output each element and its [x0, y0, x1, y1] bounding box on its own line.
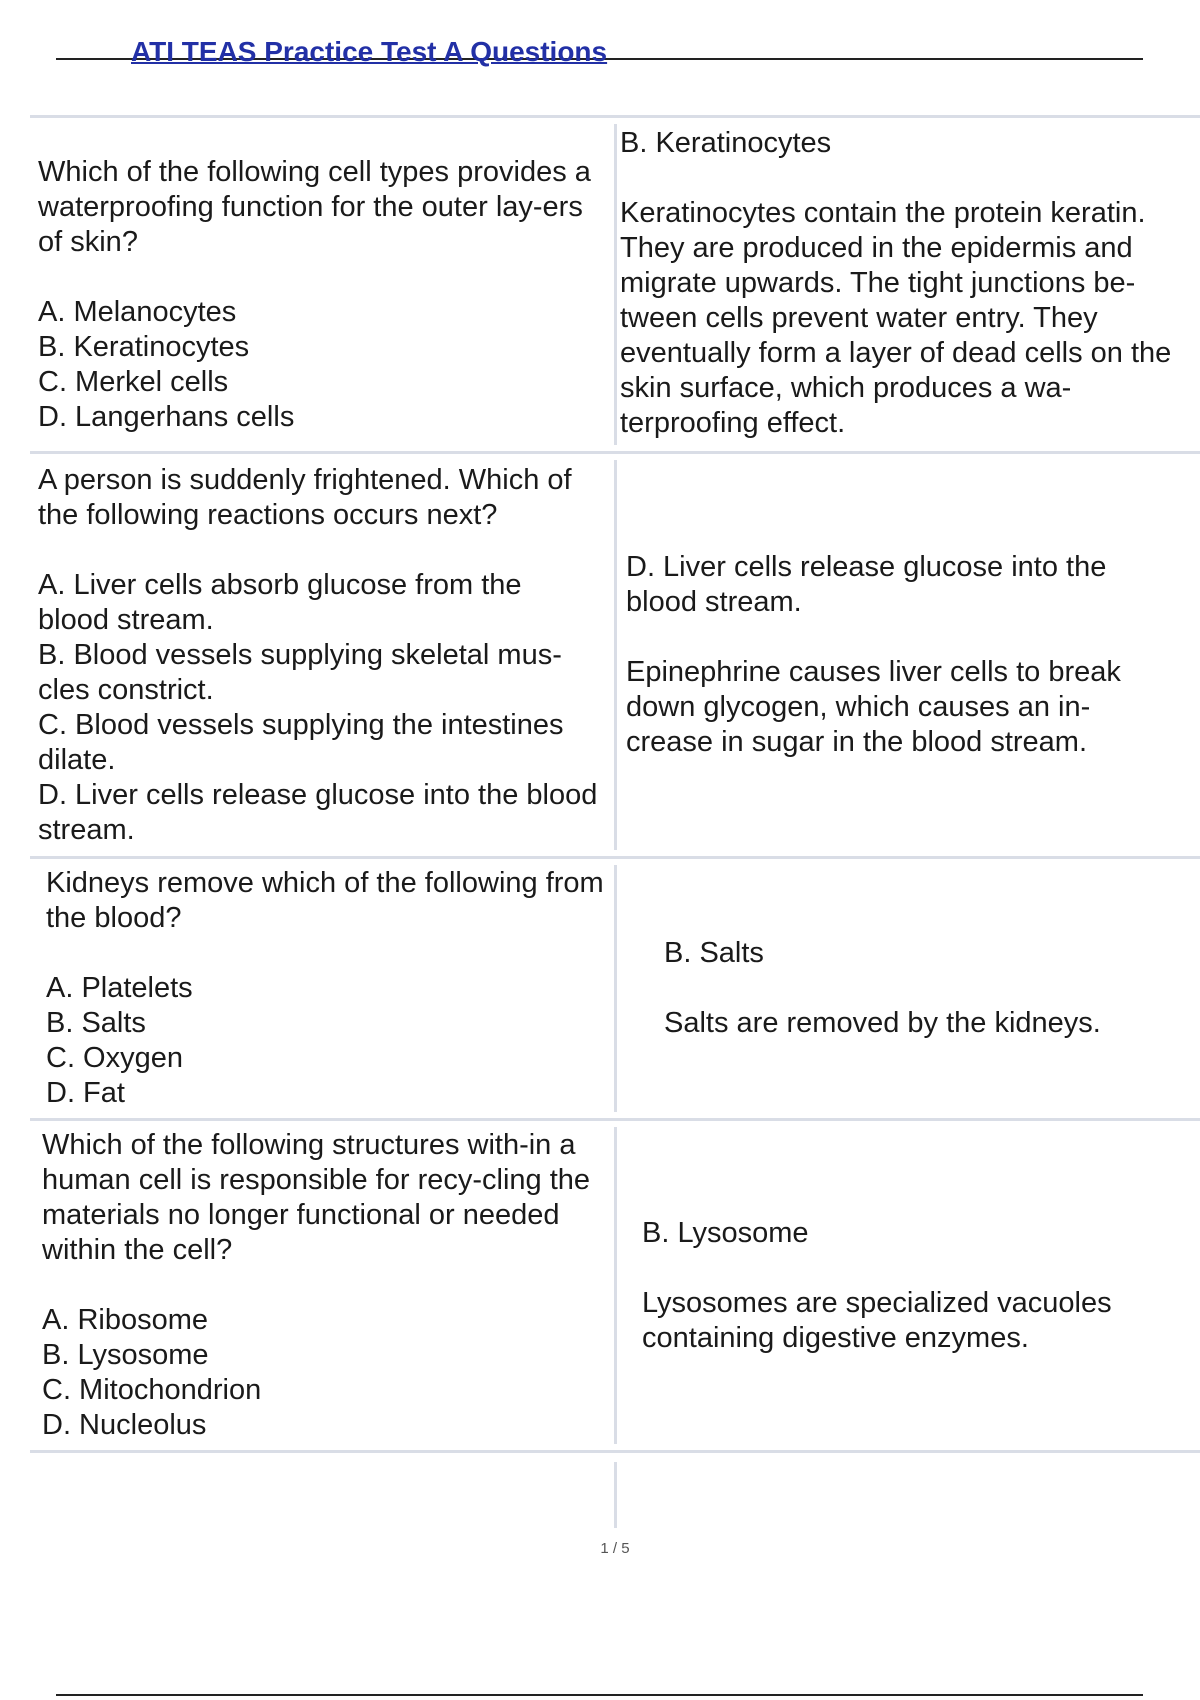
- page-number: 1 / 5: [600, 1540, 630, 1557]
- qa-row: [30, 1118, 1200, 1453]
- page-title: ATI TEAS Practice Test A Questions: [131, 36, 608, 67]
- option-a: A. Melanocytes: [38, 295, 237, 328]
- option-c: C. Mitochondrion: [42, 1374, 262, 1406]
- question-text: Which of the following cell types provides a waterproofing function for the outer lay-ers of skin?: [38, 155, 591, 258]
- column-divider: [614, 1127, 617, 1444]
- option-a: A. Liver cells absorb glucose from the blood stream.: [38, 568, 522, 636]
- qa-row: [30, 115, 1200, 451]
- answer-label: B. Lysosome: [642, 1216, 809, 1249]
- question-text: A person is suddenly frightened. Which of the following reactions occurs next?: [38, 463, 572, 531]
- answer-explanation: Keratinocytes contain the protein keratin. They are produced in the epidermis and migrate upwards. The tight junctions be-tween cells prevent water entry. They eventually form a layer of dead cells on the skin surface, which produces a wa-terproofing effect.: [620, 197, 1172, 439]
- column-divider: [614, 460, 617, 850]
- option-c: C. Blood vessels supplying the intestines dilate.: [38, 708, 564, 776]
- answer-cell: [626, 454, 1166, 856]
- option-c: C. Merkel cells: [38, 365, 229, 398]
- option-d: D. Nucleolus: [42, 1409, 207, 1441]
- qa-row: [30, 451, 1200, 856]
- column-divider-tail: [614, 1462, 617, 1528]
- answer-label: B. Keratinocytes: [620, 127, 832, 159]
- page-header: [56, 34, 1143, 67]
- qa-row: [30, 856, 1200, 1118]
- option-d: D. Langerhans cells: [38, 400, 295, 433]
- column-divider: [614, 865, 617, 1112]
- option-d: D. Fat: [46, 1077, 125, 1109]
- question-cell: [46, 859, 606, 1118]
- option-b: B. Keratinocytes: [38, 330, 250, 363]
- answer-explanation: Salts are removed by the kidneys.: [664, 1007, 1101, 1039]
- question-text: Which of the following structures with-in a human cell is responsible for recy-cling the materials no longer functional or needed within the cell?: [42, 1129, 591, 1266]
- question-cell: [38, 118, 598, 451]
- question-cell: [42, 1121, 602, 1450]
- option-a: A. Ribosome: [42, 1304, 209, 1336]
- option-a: A. Platelets: [46, 972, 193, 1004]
- column-divider: [614, 124, 617, 445]
- qa-table: [30, 115, 1200, 1453]
- answer-cell: [664, 859, 1164, 1118]
- answer-label: D. Liver cells release glucose into the blood stream.: [626, 551, 1107, 618]
- question-text: Kidneys remove which of the following from the blood?: [46, 867, 604, 934]
- option-c: C. Oxygen: [46, 1042, 183, 1074]
- option-b: B. Lysosome: [42, 1339, 209, 1371]
- answer-cell: [620, 118, 1200, 451]
- answer-label: B. Salts: [664, 937, 764, 969]
- question-cell: [38, 454, 598, 856]
- option-b: B. Blood vessels supplying skeletal mus-cles constrict.: [38, 638, 562, 706]
- footer-rule: [56, 1694, 1143, 1696]
- option-b: B. Salts: [46, 1007, 146, 1039]
- answer-explanation: Epinephrine causes liver cells to break down glycogen, which causes an in-crease in sugar in the blood stream.: [626, 656, 1121, 758]
- answer-cell: [642, 1121, 1182, 1450]
- option-d: D. Liver cells release glucose into the blood stream.: [38, 778, 598, 846]
- answer-explanation: Lysosomes are specialized vacuoles containing digestive enzymes.: [642, 1286, 1112, 1354]
